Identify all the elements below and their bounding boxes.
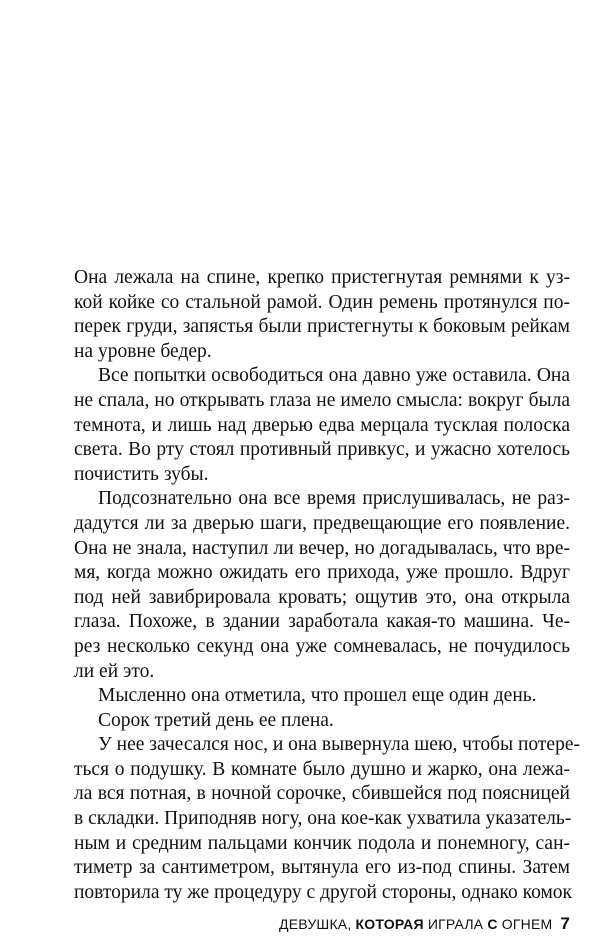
page-number: 7 <box>560 914 570 933</box>
text-line: под ней завибрировала кровать; ощутив это, она открыла <box>74 586 570 608</box>
text-line: ла вся потная, в ночной сорочке, сбившейся под поясницей <box>74 783 570 805</box>
text-line: Все попытки освободиться она давно уже оставила. Она <box>98 365 570 387</box>
text-line: Мысленно она отметила, что прошел еще один день. <box>98 685 537 707</box>
body-text <box>74 266 580 905</box>
footer-title-part: ОГНЕМ <box>497 916 553 932</box>
text-line: У нее зачесался нос, и она вывернула шею, чтобы потере- <box>98 734 580 756</box>
text-line: темнота, и лишь над дверью едва мерцала тусклая полоска <box>74 414 570 436</box>
footer-title-part: С <box>487 916 498 932</box>
text-line: Сорок третий день ее плена. <box>98 709 334 731</box>
text-line: почистить зубы. <box>74 463 209 485</box>
text-line: перек груди, запястья были пристегнуты к боковым рейкам <box>74 316 570 338</box>
text-line: ться о подушку. В комнате было душно и жарко, она лежа- <box>74 758 570 780</box>
text-line: Подсознательно она все время прислушивалась, не раз- <box>98 488 570 510</box>
text-line: повторила ту же процедуру с другой стороны, однако комок <box>74 881 573 903</box>
footer-title-part: ДЕВУШКА, <box>279 916 356 932</box>
text-line: мя, когда можно ожидать его прихода, уже прошло. Вдруг <box>74 562 570 584</box>
text-line: ли ей это. <box>74 660 155 682</box>
text-line: кой койке со стальной рамой. Один ремень протянулся по- <box>74 291 570 313</box>
text-line: Она лежала на спине, крепко пристегнутая ремнями к уз- <box>74 267 570 288</box>
text-line: дадутся ли за дверью шаги, предвещающие его появление. <box>74 512 570 534</box>
text-line: на уровне бедер. <box>74 340 212 362</box>
running-footer <box>279 914 570 934</box>
text-line: не спала, но открывать глаза не имело смысла: вокруг была <box>74 389 570 411</box>
text-line: рез несколько секунд она уже сомневалась, не почудилось <box>74 635 570 657</box>
text-line: ным и средним пальцами кончик подола и понемногу, сан- <box>74 832 570 854</box>
text-line: тиметр за сантиметром, вытянула его из-под спины. Затем <box>74 857 570 879</box>
text-line: глаза. Похоже, в здании заработала какая-то машина. Че- <box>74 611 570 633</box>
footer-title-part: ИГРАЛА <box>423 916 488 932</box>
text-line: Она не знала, наступил ли вечер, но догадывалась, что вре- <box>74 537 570 559</box>
text-line: в складки. Приподняв ногу, она кое-как ухватила указатель- <box>74 808 572 830</box>
footer-title-part: КОТОРАЯ <box>355 916 424 932</box>
text-line: света. Во рту стоял противный привкус, и ужасно хотелось <box>74 439 570 461</box>
